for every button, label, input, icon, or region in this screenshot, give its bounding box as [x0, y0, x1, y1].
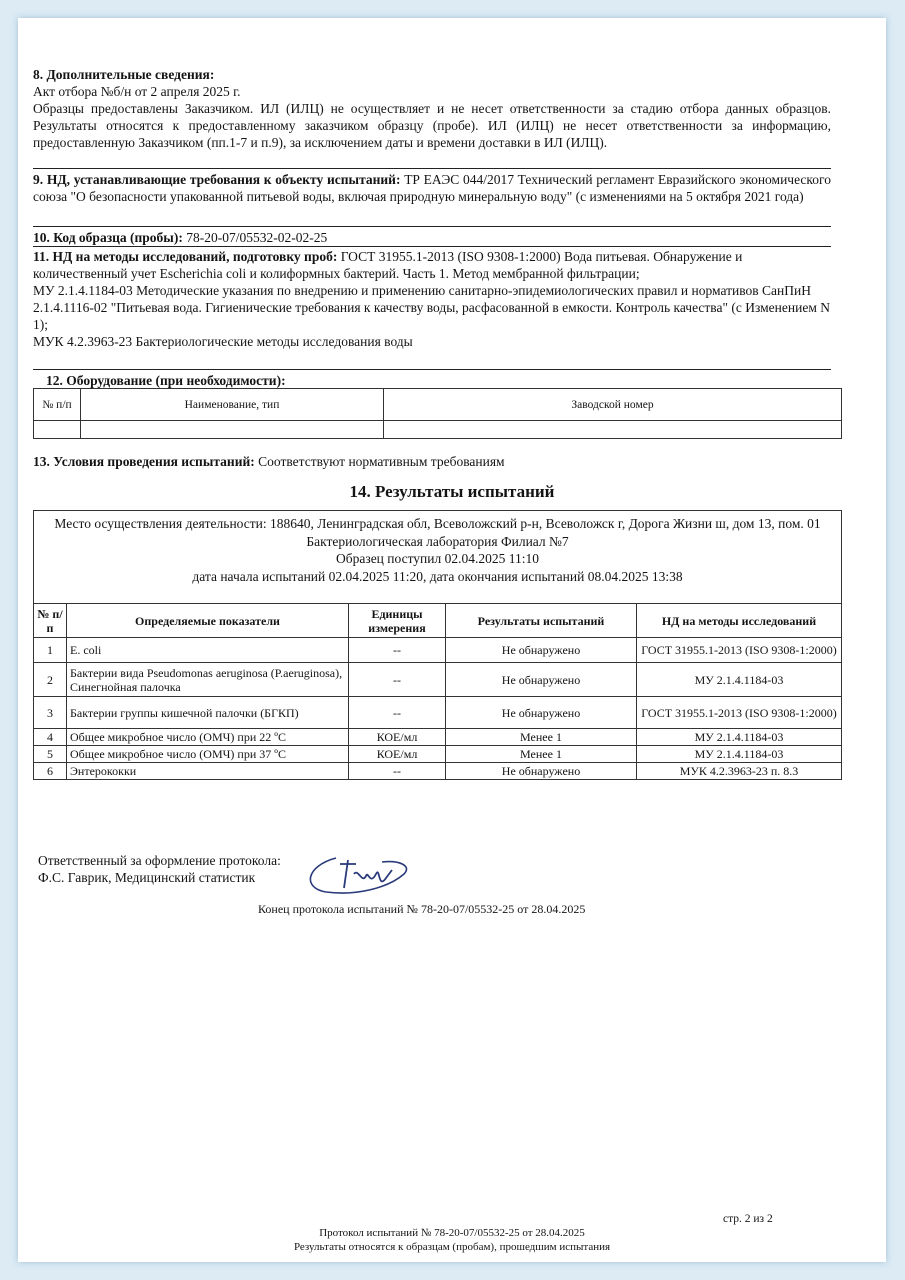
result-cell-num: 2 [34, 663, 67, 697]
result-cell-indicator: Бактерии вида Pseudomonas aeruginosa (P.aeruginosa), Синегнойная палочка [67, 663, 349, 697]
result-cell-units: -- [349, 697, 446, 729]
results-body [34, 638, 842, 780]
section-10-title: 10. Код образца (пробы): [33, 230, 183, 245]
results-col-method: НД на методы исследований [637, 604, 842, 638]
table-row [34, 746, 842, 763]
empty-cell [81, 421, 384, 439]
results-table [33, 603, 842, 780]
footer-note: Результаты относятся к образцам (пробам), прошедшим испытания [293, 1241, 611, 1253]
sample-received: Образец поступил 02.04.2025 11:10 [336, 551, 539, 566]
equipment-empty-row [34, 421, 842, 439]
divider [33, 226, 831, 227]
equipment-header-row [34, 389, 842, 421]
signature-block [38, 852, 281, 886]
section-13-title: 13. Условия проведения испытаний: [33, 454, 255, 469]
document-page [18, 18, 886, 1262]
result-cell-units: КОЕ/мл [349, 729, 446, 746]
test-dates: дата начала испытаний 02.04.2025 11:20, дата окончания испытаний 08.04.2025 13:38 [192, 568, 683, 584]
section-9-title: 9. НД, устанавливающие требования к объекту испытаний: [33, 172, 401, 187]
result-cell-method: МУ 2.1.4.1184-03 [637, 746, 842, 763]
equipment-col-serial: Заводской номер [384, 389, 842, 421]
empty-cell [34, 421, 81, 439]
table-row [34, 729, 842, 746]
section-11-title: 11. НД на методы исследований, подготовку проб: [33, 249, 338, 264]
table-row [34, 663, 842, 697]
equipment-col-num: № п/п [34, 389, 81, 421]
result-cell-method: ГОСТ 31955.1-2013 (ISO 9308-1:2000) [637, 638, 842, 663]
result-cell-num: 1 [34, 638, 67, 663]
section-8-act: Акт отбора №б/н от 2 апреля 2025 г. [33, 84, 241, 99]
result-cell-units: -- [349, 638, 446, 663]
responsible-label: Ответственный за оформление протокола: [38, 853, 281, 868]
test-location: Место осуществления деятельности: 188640, Ленинградская обл, Всеволожский р-н, Всеволожск г, Дорога Жизни ш, дом 13, пом. 01 [54, 516, 821, 531]
result-cell-units: -- [349, 663, 446, 697]
result-cell-result: Менее 1 [446, 729, 637, 746]
result-cell-num: 6 [34, 763, 67, 780]
result-cell-result: Не обнаружено [446, 638, 637, 663]
results-col-result: Результаты испытаний [446, 604, 637, 638]
section-11-text-2: МУ 2.1.4.1184-03 Методические указания по внедрению и применению санитарно-эпидемиологических правил и нормативов СанПиН 2.1.4.1116-02 "Питьевая вода. Гигиенические требования к качеству воды, расфасованной в емкости. Контроль качества" (с Изменением N 1); [33, 283, 830, 332]
table-row [34, 697, 842, 729]
end-of-protocol: Конец протокола испытаний № 78-20-07/05532-25 от 28.04.2025 [258, 902, 586, 916]
empty-cell [384, 421, 842, 439]
result-cell-result: Не обнаружено [446, 663, 637, 697]
results-header-row [34, 604, 842, 638]
result-cell-indicator: Общее микробное число (ОМЧ) при 22 ºС [67, 729, 349, 746]
section-14-title: 14. Результаты испытаний [349, 482, 555, 501]
result-cell-num: 4 [34, 729, 67, 746]
result-cell-num: 3 [34, 697, 67, 729]
page-footer [18, 1226, 886, 1254]
result-cell-indicator: E. coli [67, 638, 349, 663]
result-cell-result: Менее 1 [446, 746, 637, 763]
result-cell-units: -- [349, 763, 446, 780]
test-location-box [33, 510, 842, 604]
section-13 [33, 453, 831, 470]
result-cell-indicator: Бактерии группы кишечной палочки (БГКП) [67, 697, 349, 729]
divider [33, 369, 831, 370]
result-cell-result: Не обнаружено [446, 697, 637, 729]
result-cell-method: МУ 2.1.4.1184-03 [637, 663, 842, 697]
section-13-text: Соответствуют нормативным требованиям [258, 454, 505, 469]
section-8 [33, 66, 831, 151]
section-8-text: Образцы предоставлены Заказчиком. ИЛ (ИЛЦ) не осуществляет и не несет ответственности за стадию отбора данных образцов. Результаты относятся к предоставленному заказчиком образцу (пробе). ИЛ (ИЛЦ) не несет ответственности за информацию, предоставленную Заказчиком (пп.1-7 и п.9), за исключением даты и времени доставки в ИЛ (ИЛЦ). [33, 101, 831, 150]
section-9-text: ТР ЕАЭС 044/2017 Технический регламент Евразийского экономического союза "О безопасности упакованной питьевой воды, включая природную минеральную воду" (с изменениями на 5 октября 2021 года) [33, 172, 831, 204]
section-11-text-1: ГОСТ 31955.1-2013 (ISO 9308-1:2000) Вода питьевая. Обнаружение и количественный учет Escherichia coli и колиформных бактерий. Часть 1. Метод мембранной фильтрации; [33, 249, 743, 281]
results-col-units: Единицы измерения [349, 604, 446, 638]
page-number: стр. 2 из 2 [723, 1213, 773, 1225]
handwritten-signature [296, 844, 416, 904]
result-cell-method: МУ 2.1.4.1184-03 [637, 729, 842, 746]
footer-protocol: Протокол испытаний № 78-20-07/05532-25 от 28.04.2025 [319, 1227, 585, 1239]
result-cell-num: 5 [34, 746, 67, 763]
section-9 [33, 171, 831, 205]
result-cell-result: Не обнаружено [446, 763, 637, 780]
equipment-col-name: Наименование, тип [81, 389, 384, 421]
table-row [34, 638, 842, 663]
result-cell-indicator: Общее микробное число (ОМЧ) при 37 ºС [67, 746, 349, 763]
result-cell-indicator: Энтерококки [67, 763, 349, 780]
results-col-num: № п/п [34, 604, 67, 638]
results-col-indicator: Определяемые показатели [67, 604, 349, 638]
divider [33, 246, 831, 247]
laboratory-name: Бактериологическая лаборатория Филиал №7 [306, 533, 569, 549]
section-8-title: 8. Дополнительные сведения: [33, 67, 215, 82]
section-12-title: 12. Оборудование (при необходимости): [46, 373, 286, 388]
result-cell-method: ГОСТ 31955.1-2013 (ISO 9308-1:2000) [637, 697, 842, 729]
result-cell-units: КОЕ/мл [349, 746, 446, 763]
section-11-text-3: МУК 4.2.3963-23 Бактериологические методы исследования воды [33, 334, 413, 349]
divider [33, 168, 831, 169]
section-10 [33, 229, 831, 246]
section-11 [33, 248, 831, 350]
result-cell-method: МУК 4.2.3963-23 п. 8.3 [637, 763, 842, 780]
responsible-person: Ф.С. Гаврик, Медицинский статистик [38, 870, 256, 885]
section-12 [46, 372, 844, 389]
sample-code: 78-20-07/05532-02-02-25 [186, 230, 328, 245]
table-row [34, 763, 842, 780]
equipment-table [33, 388, 842, 439]
